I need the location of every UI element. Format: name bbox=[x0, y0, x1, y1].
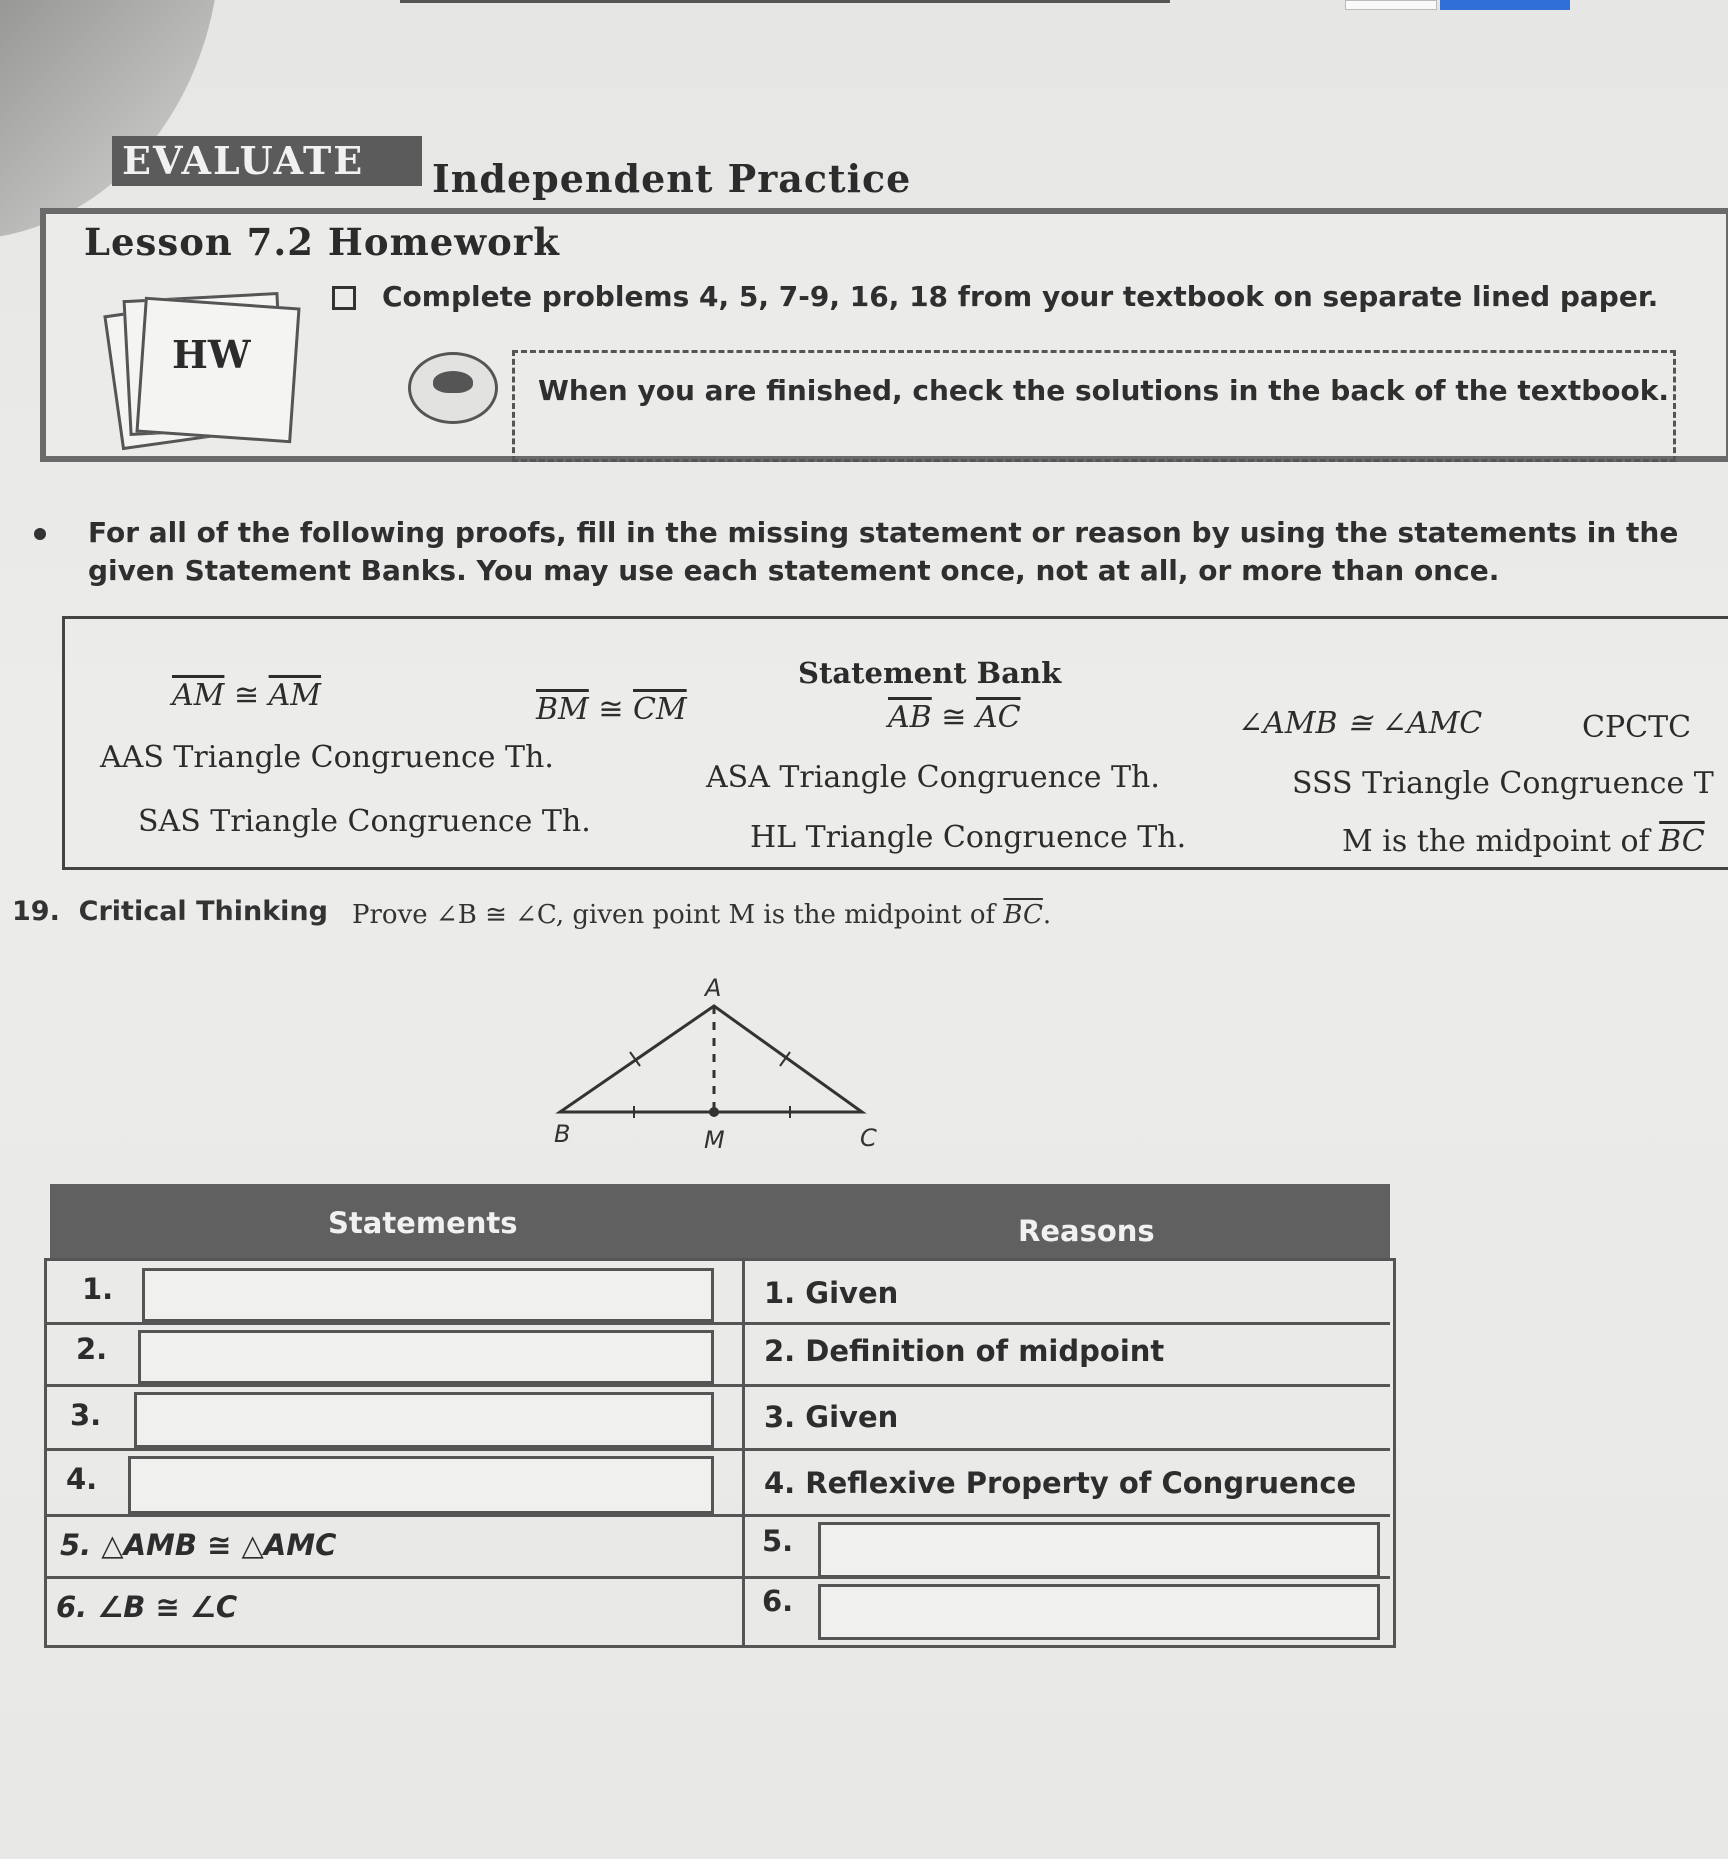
row-6-number: 6. bbox=[762, 1584, 794, 1618]
row-5-statement: 5. △AMB ≅ △AMC bbox=[60, 1528, 337, 1562]
task-checkbox[interactable] bbox=[332, 286, 356, 310]
row-4-statement-blank[interactable] bbox=[128, 1456, 714, 1514]
bank-cpctc: CPCTC bbox=[1582, 710, 1692, 745]
solutions-note: When you are finished, check the solutions in the back of the textbook. bbox=[538, 374, 1670, 407]
bank-hl: HL Triangle Congruence Th. bbox=[750, 820, 1187, 855]
statements-header: Statements bbox=[328, 1206, 518, 1240]
column-divider bbox=[742, 1258, 745, 1645]
row-5-reason-blank[interactable] bbox=[818, 1522, 1380, 1578]
row-3-statement-blank[interactable] bbox=[134, 1392, 714, 1448]
instructions-text: For all of the following proofs, fill in the missing statement or reason by using the statements in the given Statement Banks. You may use each statement once, not at all, or more than once. bbox=[88, 516, 1679, 587]
reasons-header: Reasons bbox=[1018, 1214, 1155, 1248]
vertex-label-a: A bbox=[705, 974, 722, 1002]
row-2-reason: 2. Definition of midpoint bbox=[764, 1334, 1165, 1368]
row-4-number: 4. bbox=[66, 1462, 98, 1496]
top-tab-blue bbox=[1440, 0, 1570, 10]
bank-sss: SSS Triangle Congruence T bbox=[1292, 766, 1714, 801]
row-6-reason-blank[interactable] bbox=[818, 1584, 1380, 1640]
row-1-number: 1. bbox=[82, 1272, 114, 1306]
proof-table-header bbox=[50, 1184, 1390, 1260]
top-tab-white bbox=[1345, 0, 1437, 10]
vertex-label-c: C bbox=[860, 1124, 877, 1152]
hw-label: HW bbox=[172, 332, 251, 377]
row-3-number: 3. bbox=[70, 1398, 102, 1432]
bird-icon bbox=[408, 352, 498, 424]
homework-task: Complete problems 4, 5, 7-9, 16, 18 from your textbook on separate lined paper. bbox=[382, 280, 1659, 313]
row-2-number: 2. bbox=[76, 1332, 108, 1366]
bank-angle-amb-amc: ∠AMB ≅ ∠AMC bbox=[1238, 706, 1483, 741]
bank-ab-ac: $\overline{AB}$ ≅ $\overline{AC}$ bbox=[888, 700, 1021, 735]
bullet-icon bbox=[34, 528, 46, 540]
triangle-diagram bbox=[540, 970, 900, 1160]
row-6-statement: 6. ∠B ≅ ∠C bbox=[56, 1590, 238, 1624]
row-1-reason: 1. Given bbox=[764, 1276, 899, 1310]
bank-am-am: $\overline{AM}$ ≅ $\overline{AM}$ bbox=[172, 678, 322, 713]
problem-heading: 19. Critical Thinking bbox=[12, 896, 328, 927]
vertex-label-b: B bbox=[554, 1120, 571, 1148]
vertex-label-m: M bbox=[704, 1126, 725, 1154]
row-4-reason: 4. Reflexive Property of Congruence bbox=[764, 1466, 1357, 1500]
row-3-reason: 3. Given bbox=[764, 1400, 899, 1434]
row-2-statement-blank[interactable] bbox=[138, 1330, 714, 1384]
bank-aas: AAS Triangle Congruence Th. bbox=[100, 740, 554, 775]
bank-asa: ASA Triangle Congruence Th. bbox=[706, 760, 1160, 795]
proof-table bbox=[22, 1184, 1398, 1644]
page-fold bbox=[0, 0, 220, 240]
statement-bank-title: Statement Bank bbox=[798, 656, 1062, 690]
lesson-title: Lesson 7.2 Homework bbox=[84, 220, 560, 264]
evaluate-banner: EVALUATE bbox=[112, 136, 422, 186]
row-1-statement-blank[interactable] bbox=[142, 1268, 714, 1322]
row-5-number: 5. bbox=[762, 1524, 794, 1558]
problem-prompt: Prove ∠B ≅ ∠C, given point M is the midpoint of $\overline{BC}$. bbox=[352, 900, 1052, 930]
section-title: Independent Practice bbox=[432, 156, 912, 201]
bank-midpoint: M is the midpoint of $\overline{BC}$ bbox=[1342, 824, 1705, 859]
bank-sas: SAS Triangle Congruence Th. bbox=[138, 804, 591, 839]
bank-bm-cm: $\overline{BM}$ ≅ $\overline{CM}$ bbox=[536, 692, 687, 727]
top-divider bbox=[400, 0, 1170, 3]
hw-papers-icon bbox=[112, 290, 292, 440]
